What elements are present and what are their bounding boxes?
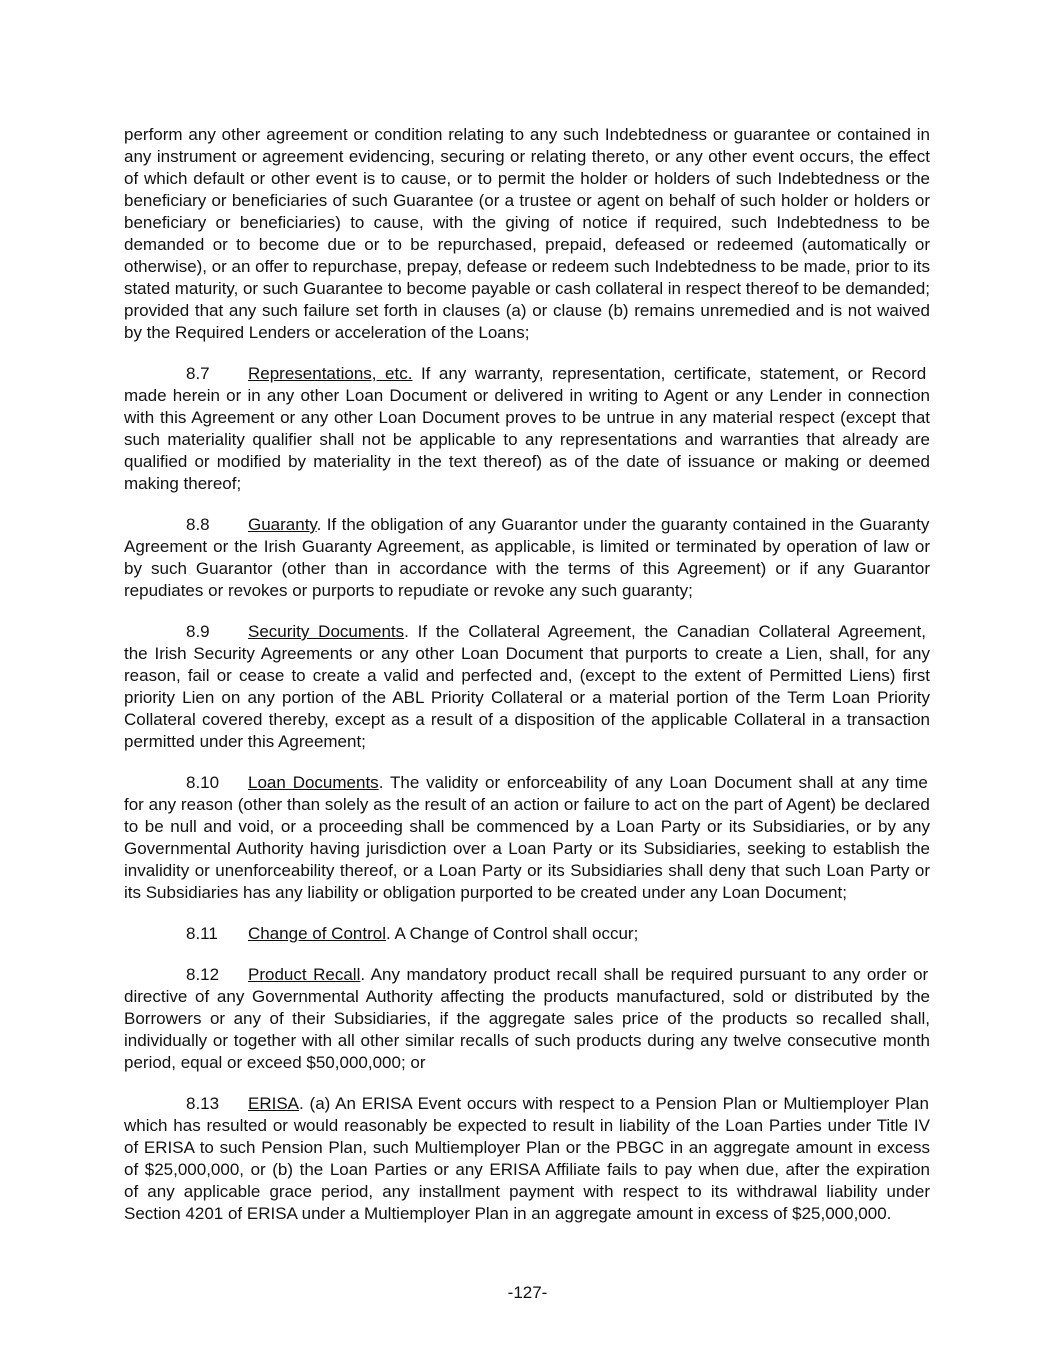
text-line bbox=[124, 860, 930, 882]
section-first-line bbox=[124, 772, 930, 794]
section-first-line bbox=[124, 363, 930, 385]
line-text: provided that any such failure set forth in clauses (a) or clause (b) remains unremedied and is not waived bbox=[124, 301, 930, 320]
text-line bbox=[124, 1203, 930, 1225]
text-line bbox=[124, 124, 930, 146]
line-text: individually or together with all other similar recalls of such products during any twelve consecutive month bbox=[124, 1031, 930, 1050]
line-text: qualified or modified by materiality in the text thereof) as of the date of issuance or making or deemed bbox=[124, 452, 930, 471]
section-number: 8.10 bbox=[186, 773, 220, 792]
section-text: . (a) An ERISA Event occurs with respect to a Pension Plan or Multiemployer Plan bbox=[299, 1094, 929, 1113]
section-8-8 bbox=[124, 514, 930, 602]
line-text: Collateral covered thereby, except as a result of a disposition of the applicable Collateral in a transaction bbox=[124, 710, 930, 729]
text-line bbox=[124, 473, 930, 495]
line-text: of $25,000,000, or (b) the Loan Parties or any ERISA Affiliate fails to pay when due, after the expiration bbox=[124, 1160, 930, 1179]
line-text: reason, fail or cease to create a valid and perfected and, (except to the extent of Permitted Liens) first bbox=[124, 666, 930, 685]
text-line bbox=[124, 1159, 930, 1181]
line-text: priority Lien on any portion of the ABL Priority Collateral or a material portion of the Term Loan Priority bbox=[124, 688, 930, 707]
section-number: 8.11 bbox=[186, 924, 218, 943]
line-text: of any applicable grace period, any installment payment with respect to its withdrawal liability under bbox=[124, 1182, 930, 1201]
section-8-12 bbox=[124, 964, 930, 1074]
section-text: . If the obligation of any Guarantor under the guaranty contained in the Guaranty bbox=[316, 515, 930, 534]
section-first-text bbox=[248, 964, 928, 986]
text-line bbox=[124, 558, 930, 580]
text-line bbox=[124, 407, 930, 429]
line-text: with this Agreement or any other Loan Document proves to be untrue in any material respect (except that bbox=[124, 408, 930, 427]
text-line bbox=[124, 536, 930, 558]
section-first-line bbox=[124, 964, 930, 986]
text-line bbox=[124, 278, 930, 300]
text-line bbox=[124, 986, 930, 1008]
section-first-line bbox=[124, 621, 930, 643]
document-body bbox=[124, 124, 930, 1244]
section-text: . A Change of Control shall occur; bbox=[385, 924, 639, 943]
line-text: Governmental Authority having jurisdiction over a Loan Party or its Subsidiaries, seeking to establish the bbox=[124, 839, 930, 858]
line-text: permitted under this Agreement; bbox=[124, 732, 366, 751]
paragraph bbox=[124, 124, 930, 344]
line-text: of which default or other event is to cause, or to permit the holder or holders of such Indebtedness or the bbox=[124, 169, 930, 188]
text-line bbox=[124, 1137, 930, 1159]
text-line bbox=[124, 731, 930, 753]
section-8-13 bbox=[124, 1093, 930, 1225]
section-heading: Change of Control bbox=[248, 924, 386, 943]
section-first-line bbox=[124, 514, 930, 536]
line-text: its Subsidiaries has any liability or obligation purported to be created under any Loan Document; bbox=[124, 883, 847, 902]
line-text: for any reason (other than solely as the result of an action or failure to act on the part of Agent) be declared bbox=[124, 795, 930, 814]
text-line bbox=[124, 1115, 930, 1137]
line-text: repudiates or revokes or purports to repudiate or revoke any such guaranty; bbox=[124, 581, 693, 600]
text-line bbox=[124, 838, 930, 860]
line-text: Borrowers or any of their Subsidiaries, if the aggregate sales price of the products so recalled shall, bbox=[124, 1009, 930, 1028]
text-line bbox=[124, 385, 930, 407]
text-line bbox=[124, 190, 930, 212]
line-text: Section 4201 of ERISA under a Multiemployer Plan in an aggregate amount in excess of $25,000,000. bbox=[124, 1204, 892, 1223]
line-text: perform any other agreement or condition relating to any such Indebtedness or guarantee or contained in bbox=[124, 125, 930, 144]
line-text: period, equal or exceed $50,000,000; or bbox=[124, 1053, 426, 1072]
section-first-text bbox=[248, 772, 928, 794]
section-text: . Any mandatory product recall shall be required pursuant to any order or bbox=[360, 965, 929, 984]
section-number: 8.13 bbox=[186, 1094, 220, 1113]
section-8-9 bbox=[124, 621, 930, 753]
section-8-7 bbox=[124, 363, 930, 495]
section-heading: Representations, etc. bbox=[248, 364, 413, 383]
line-text: of ERISA to such Pension Plan, such Multiemployer Plan or the PBGC in an aggregate amount in excess bbox=[124, 1138, 930, 1157]
line-text: beneficiary or beneficiaries) to cause, with the giving of notice if required, such Indebtedness to be bbox=[124, 213, 930, 232]
line-text: demanded or to become due or to be repurchased, prepaid, defeased or redeemed (automatically or bbox=[124, 235, 930, 254]
section-heading: Product Recall bbox=[248, 965, 361, 984]
line-text: to be null and void, or a proceeding shall be commenced by a Loan Party or its Subsidiaries, or by any bbox=[124, 817, 930, 836]
section-8-11 bbox=[124, 923, 930, 945]
section-first-line bbox=[124, 923, 930, 945]
text-line bbox=[124, 794, 930, 816]
section-number: 8.7 bbox=[186, 364, 210, 383]
section-first-text bbox=[248, 514, 929, 536]
line-text: such materiality qualifier shall not be applicable to any representations and warranties that already are bbox=[124, 430, 930, 449]
text-line bbox=[124, 451, 930, 473]
line-text: beneficiary or beneficiaries of such Guarantee (or a trustee or agent on behalf of such holder or holders or bbox=[124, 191, 930, 210]
text-line bbox=[124, 1030, 930, 1052]
section-heading: Guaranty bbox=[248, 515, 317, 534]
text-line bbox=[124, 300, 930, 322]
text-line bbox=[124, 146, 930, 168]
section-number: 8.9 bbox=[186, 622, 210, 641]
section-text: If any warranty, representation, certificate, statement, or Record bbox=[412, 364, 927, 383]
text-line bbox=[124, 256, 930, 278]
section-heading: Loan Documents bbox=[248, 773, 379, 792]
text-line bbox=[124, 1181, 930, 1203]
text-line bbox=[124, 234, 930, 256]
line-text: Agreement or the Irish Guaranty Agreement, as applicable, is limited or terminated by operation of law or bbox=[124, 537, 930, 556]
line-text: by such Guarantor (other than in accordance with the terms of this Agreement) or if any Guarantor bbox=[124, 559, 930, 578]
line-text: stated maturity, or such Guarantee to become payable or cash collateral in respect thereof to be demanded; bbox=[124, 279, 930, 298]
text-line bbox=[124, 882, 930, 904]
text-line bbox=[124, 322, 930, 344]
line-text: made herein or in any other Loan Document or delivered in writing to Agent or any Lender in connection bbox=[124, 386, 930, 405]
line-text: by the Required Lenders or acceleration of the Loans; bbox=[124, 323, 530, 342]
line-text: the Irish Security Agreements or any other Loan Document that purports to create a Lien, shall, for any bbox=[124, 644, 930, 663]
text-line bbox=[124, 687, 930, 709]
section-first-text bbox=[248, 621, 926, 643]
text-line bbox=[124, 665, 930, 687]
text-line bbox=[124, 429, 930, 451]
line-text: otherwise), or an offer to repurchase, prepay, defease or redeem such Indebtedness to be made, prior to its bbox=[124, 257, 930, 276]
text-line bbox=[124, 212, 930, 234]
section-text: . The validity or enforceability of any Loan Document shall at any time bbox=[378, 773, 928, 792]
page-number: -127- bbox=[507, 1283, 548, 1302]
section-heading: ERISA bbox=[248, 1094, 300, 1113]
section-number: 8.8 bbox=[186, 515, 210, 534]
line-text: invalidity or unenforceability thereof, or a Loan Party or its Subsidiaries shall deny that such Loan Party or bbox=[124, 861, 930, 880]
text-line bbox=[124, 580, 930, 602]
section-text: . If the Collateral Agreement, the Canadian Collateral Agreement, bbox=[404, 622, 926, 641]
section-first-text bbox=[248, 923, 638, 945]
line-text: which has resulted or would reasonably be expected to result in liability of the Loan Parties under Title IV bbox=[124, 1116, 930, 1135]
section-number: 8.12 bbox=[186, 965, 220, 984]
text-line bbox=[124, 816, 930, 838]
section-8-10 bbox=[124, 772, 930, 904]
section-first-text bbox=[248, 1093, 929, 1115]
text-line bbox=[124, 1008, 930, 1030]
text-line bbox=[124, 1052, 930, 1074]
section-heading: Security Documents bbox=[248, 622, 405, 641]
line-text: making thereof; bbox=[124, 474, 242, 493]
text-line bbox=[124, 709, 930, 731]
section-first-text bbox=[248, 363, 926, 385]
text-line bbox=[124, 643, 930, 665]
section-first-line bbox=[124, 1093, 930, 1115]
line-text: any instrument or agreement evidencing, securing or relating thereto, or any other event occurs, the effect bbox=[124, 147, 930, 166]
text-line bbox=[124, 168, 930, 190]
line-text: directive of any Governmental Authority affecting the products manufactured, sold or distributed by the bbox=[124, 987, 930, 1006]
